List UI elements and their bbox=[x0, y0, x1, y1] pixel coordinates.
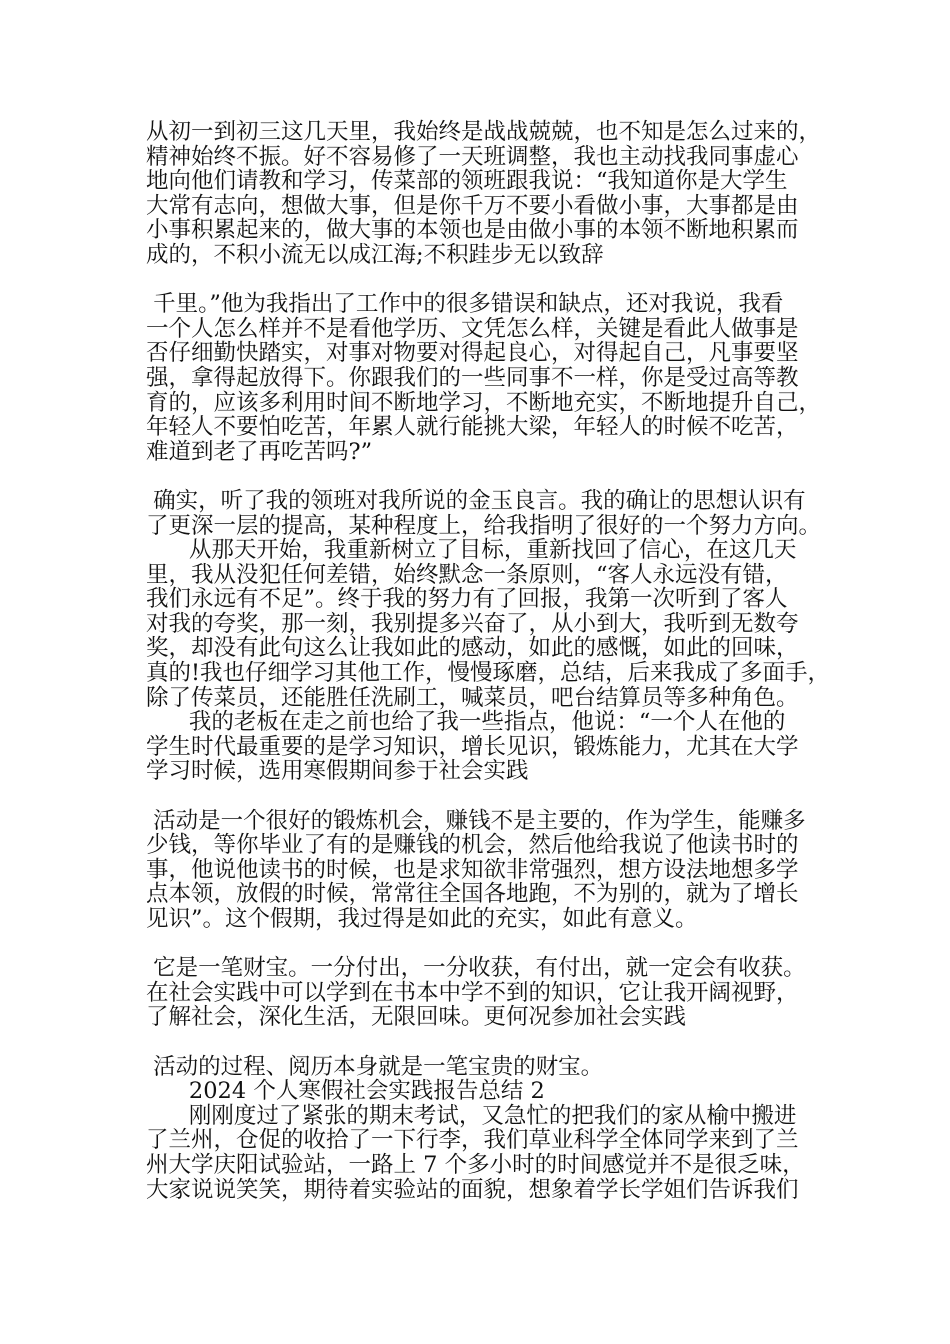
text-line: 在社会实践中可以学到在书本中学不到的知识，它让我开阔视野， bbox=[146, 979, 799, 1006]
text-line: 千里。”他为我指出了工作中的很多错误和缺点，还对我说，我看 bbox=[146, 291, 784, 318]
text-line: 大常有志向，想做大事，但是你千万不要小看做小事，大事都是由 bbox=[146, 192, 799, 219]
text-line: 学生时代最重要的是学习知识，增长见识，锻炼能力，尤其在大学 bbox=[146, 733, 799, 760]
text-line: 强，拿得起放得下。你跟我们的一些同事不一样，你是受过高等教 bbox=[146, 364, 799, 391]
text-line: 活动的过程、阅历本身就是一笔宝贵的财宝。 bbox=[146, 1053, 604, 1080]
text-line: 地向他们请教和学习，传菜部的领班跟我说：“我知道你是大学生 bbox=[146, 168, 788, 195]
text-line: 事，他说他读书的时候，也是求知欲非常强烈，想方设法地想多学 bbox=[146, 856, 799, 883]
section-heading: 2024 个人寒假社会实践报告总结 2 bbox=[146, 1078, 545, 1105]
text-line: 学习时候，选用寒假期间参于社会实践 bbox=[146, 758, 529, 785]
text-line: 活动是一个很好的锻炼机会，赚钱不是主要的，作为学生，能赚多 bbox=[146, 807, 806, 834]
paragraph-gap bbox=[146, 784, 836, 809]
text-line: 否仔细勤快踏实，对事对物要对得起良心，对得起自己，凡事要坚 bbox=[146, 340, 799, 367]
text-line: 对我的夸奖，那一刻，我别提多兴奋了，从小到大，我听到无数夸 bbox=[146, 610, 799, 637]
text-line: 大家说说笑笑，期待着实验站的面貌，想象着学长学姐们告诉我们 bbox=[146, 1176, 799, 1203]
text-line: 育的，应该多利用时间不断地学习，不断地充实，不断地提升自己， bbox=[146, 389, 822, 416]
text-line: 了兰州，仓促的收拾了一下行李，我们草业科学全体同学来到了兰 bbox=[146, 1127, 799, 1154]
text-line: 一个人怎么样并不是看他学历、文凭怎么样，关键是看此人做事是 bbox=[146, 315, 799, 342]
text-line: 里，我从没犯任何差错，始终默念一条原则，“客人永远没有错， bbox=[146, 561, 788, 588]
document-body bbox=[146, 120, 836, 1202]
text-line: 它是一笔财宝。一分付出，一分收获，有付出，就一定会有收获。 bbox=[146, 955, 806, 982]
text-line: 我的老板在走之前也给了我一些指点，他说：“一个人在他的 bbox=[146, 709, 786, 736]
text-line: 精神始终不振。好不容易修了一天班调整，我也主动找我同事虚心 bbox=[146, 143, 799, 170]
text-line: 了更深一层的提高，某种程度上，给我指明了很好的一个努力方向。 bbox=[146, 512, 822, 539]
text-line: 见识”。这个假期，我过得是如此的充实，如此有意义。 bbox=[146, 906, 698, 932]
paragraph-gap bbox=[146, 932, 836, 957]
text-line: 州大学庆阳试验站，一路上 7 个多小时的时间感觉并不是很乏味， bbox=[146, 1151, 805, 1178]
text-line: 从初一到初三这几天里，我始终是战战兢兢，也不知是怎么过来的， bbox=[146, 119, 822, 145]
text-line: 少钱，等你毕业了有的是赚钱的机会，然后他给我说了他读书时的 bbox=[146, 832, 799, 859]
paragraph-gap bbox=[146, 268, 836, 293]
paragraph-gap bbox=[146, 464, 836, 489]
text-line: 成的，不积小流无以成江海;不积跬步无以致辞 bbox=[146, 241, 604, 268]
text-line: 小事积累起来的，做大事的本领也是由做小事的本领不断地积累而 bbox=[146, 217, 799, 244]
text-line: 从那天开始，我重新树立了目标，重新找回了信心，在这几天 bbox=[146, 537, 797, 564]
text-line: 除了传菜员，还能胜任洗刷工，喊菜员，吧台结算员等多种角色。 bbox=[146, 684, 799, 711]
text-line: 我们永远有不足”。终于我的努力有了回报，我第一次听到了客人 bbox=[146, 586, 788, 613]
text-line: 确实，听了我的领班对我所说的金玉良言。我的确让的思想认识有 bbox=[146, 487, 806, 514]
text-line: 年轻人不要怕吃苦，年累人就行能挑大梁，年轻人的时候不吃苦， bbox=[146, 414, 799, 441]
text-line: 刚刚度过了紧张的期末考试，又急忙的把我们的家从榆中搬进 bbox=[146, 1102, 797, 1129]
text-line: 了解社会，深化生活，无限回味。更何况参加社会实践 bbox=[146, 1004, 687, 1031]
text-line: 难道到老了再吃苦吗?” bbox=[146, 438, 373, 465]
text-line: 真的!我也仔细学习其他工作，慢慢琢磨，总结，后来我成了多面手， bbox=[146, 660, 831, 687]
text-line: 点本领，放假的时候，常常往全国各地跑，不为别的，就为了增长 bbox=[146, 881, 799, 908]
text-line: 奖，却没有此句这么让我如此的感动，如此的感慨，如此的回味， bbox=[146, 635, 799, 662]
paragraph-gap bbox=[146, 1030, 836, 1055]
